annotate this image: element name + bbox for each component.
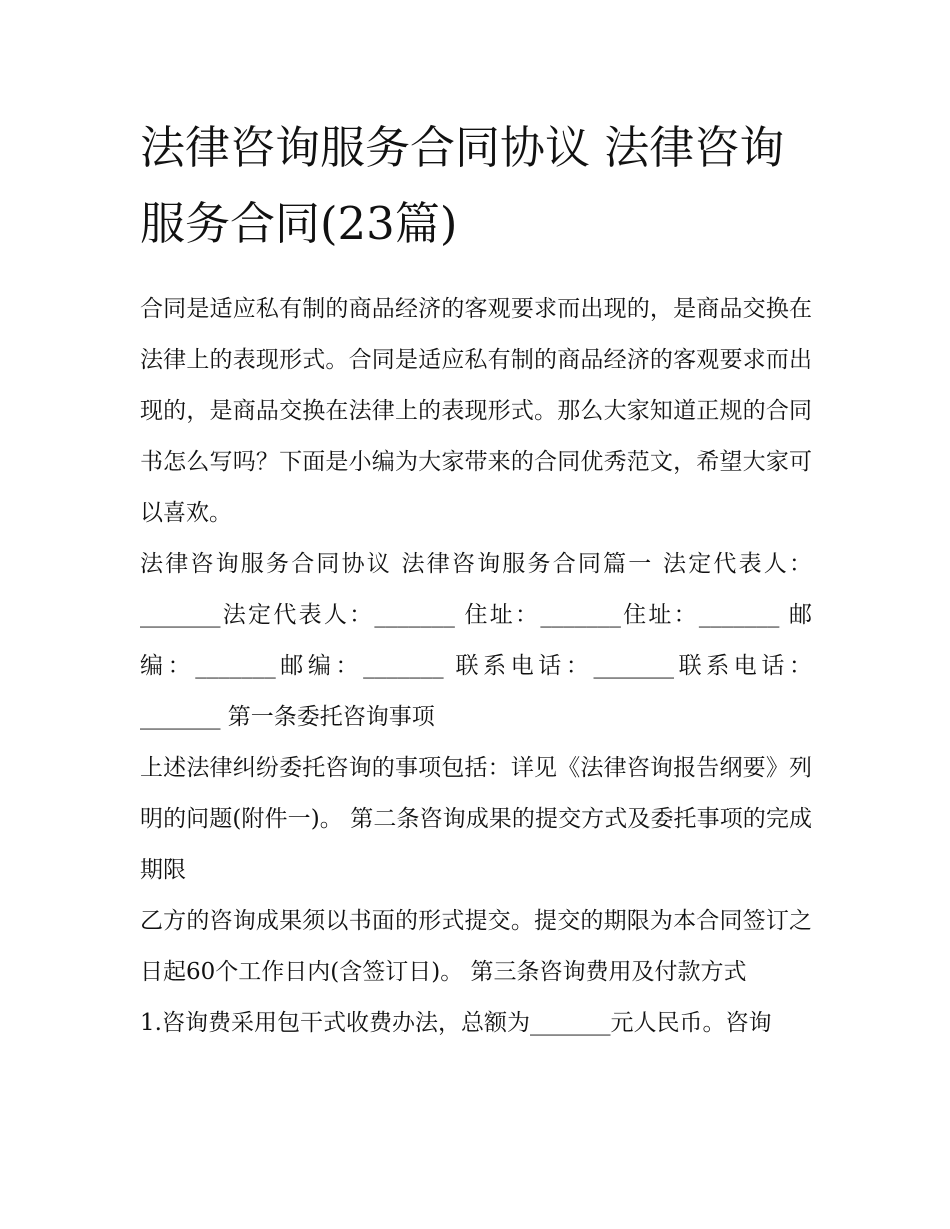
submission-deadline-paragraph: 乙方的咨询成果须以书面的形式提交。提交的期限为本合同签订之日起60个工作日内(含签订日)。 第三条咨询费用及付款方式 <box>140 908 812 985</box>
contract-parties-paragraph: 法律咨询服务合同协议 法律咨询服务合同篇一 法定代表人：_______法定代表人：_______ 住址：_______住址：_______ 邮编：_______邮编：_______ 联系电话：_______联系电话：_______ 第一条委托咨询事项 <box>140 551 812 730</box>
intro-paragraph: 合同是适应私有制的商品经济的客观要求而出现的，是商品交换在法律上的表现形式。合同是适应私有制的商品经济的客观要求而出现的，是商品交换在法律上的表现形式。那么大家知道正规的合同书怎么写吗？下面是小编为大家带来的合同优秀范文，希望大家可以喜欢。 <box>140 296 812 526</box>
consultation-matters-paragraph: 上述法律纠纷委托咨询的事项包括：详见《法律咨询报告纲要》列明的问题(附件一)。 第二条咨询成果的提交方式及委托事项的完成期限 <box>140 755 812 883</box>
document-body <box>140 110 812 1049</box>
fee-paragraph: 1.咨询费采用包干式收费办法，总额为_______元人民币。咨询 <box>140 1010 772 1036</box>
document-title: 法律咨询服务合同协议 法律咨询服务合同(23篇) <box>140 121 785 250</box>
